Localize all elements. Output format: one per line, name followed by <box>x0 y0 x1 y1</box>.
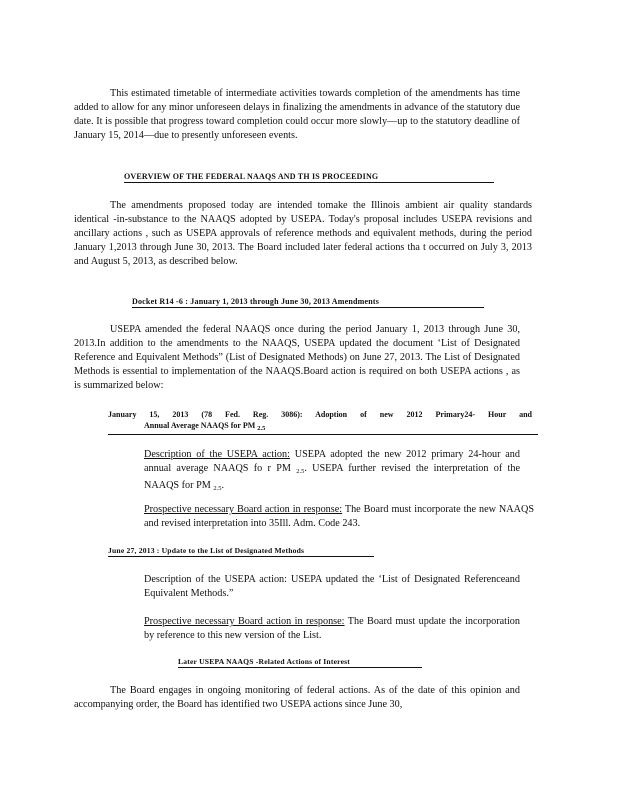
item1-description-label: Description of the USEPA action: <box>144 449 290 460</box>
intro-paragraph: This estimated timetable of intermediate activities towards completion of the amendments has time added to allow for any minor unforeseen delays in finalizing the amendments in advance of the statutory due date. It is possible that progress toward completion could occur more slowly—up to the statutory deadline of January 15, 2014—due to presently unforeseen events. <box>74 88 520 141</box>
docket-paragraph: USEPA amended the federal NAAQS once during the period January 1, 2013 through June 30, 2013.In addition to the amendments to the NAAQS, USEPA updated the document ‘List of Designated Reference and Equivalent Methods” (List of Designated Methods) on June 27, 2013. The List of Designated Methods is essential to implementation of the NAAQS.Board action is required on both USEPA actions , as is summarized below: <box>74 324 520 391</box>
item2-board-action: Prospective necessary Board action in response: The Board must update the incorporation by reference to this new version of the List. <box>144 616 520 641</box>
item1-heading-line1: January 15, 2013 (78 Fed. Reg. 3086): Adoption of new 2012 Primary24- Hour and <box>108 410 532 419</box>
item1-heading-line2: Annual Average NAAQS for PM $_{2.5}$ <box>108 420 538 435</box>
item2-board-label: Prospective necessary Board action in response: <box>144 616 345 627</box>
item2-description: Description of the USEPA action: USEPA updated the ‘List of Designated Referenceand Equivalent Methods.” <box>144 574 520 599</box>
heading-docket: Docket R14 -6 : January 1, 2013 through June 30, 2013 Amendments <box>132 297 484 308</box>
item2-description-label: Description of the USEPA action: <box>144 574 287 585</box>
item1-heading <box>108 409 538 435</box>
heading-later-actions: Later USEPA NAAQS -Related Actions of Interest <box>178 657 422 668</box>
item1-board-label: Prospective necessary Board action in response: <box>144 504 343 515</box>
item2-heading: June 27, 2013 : Update to the List of Designated Methods <box>108 546 374 557</box>
heading-overview: OVERVIEW OF THE FEDERAL NAAQS AND TH IS PROCEEDING <box>124 172 494 183</box>
later-paragraph: The Board engages in ongoing monitoring of federal actions. As of the date of this opinion and accompanying order, the Board has identified two USEPA actions since June 30, <box>74 685 520 710</box>
overview-paragraph: The amendments proposed today are intended tomake the Illinois ambient air quality standards identical -in-substance to the NAAQS adopted by USEPA. Today's proposal includes USEPA revisions and ancillary actions , such as USEPA approvals of reference methods and equivalent methods, during the period January 1,2013 through June 30, 2013. The Board included later federal actions tha t occurred on July 3, 2013 and August 5, 2013, as described below. <box>74 200 532 267</box>
item1-board-action: Prospective necessary Board action in response: The Board must incorporate the new NAAQS and revised interpretation into 35Ill. Adm. Code 243. <box>144 504 534 529</box>
item1-description: Description of the USEPA action: USEPA adopted the new 2012 primary 24-hour and annual average NAAQS fo r PM $_{2.5}$. USEPA further revised the interpretation of the NAAQS for PM $_{2.5}$. <box>144 449 520 492</box>
